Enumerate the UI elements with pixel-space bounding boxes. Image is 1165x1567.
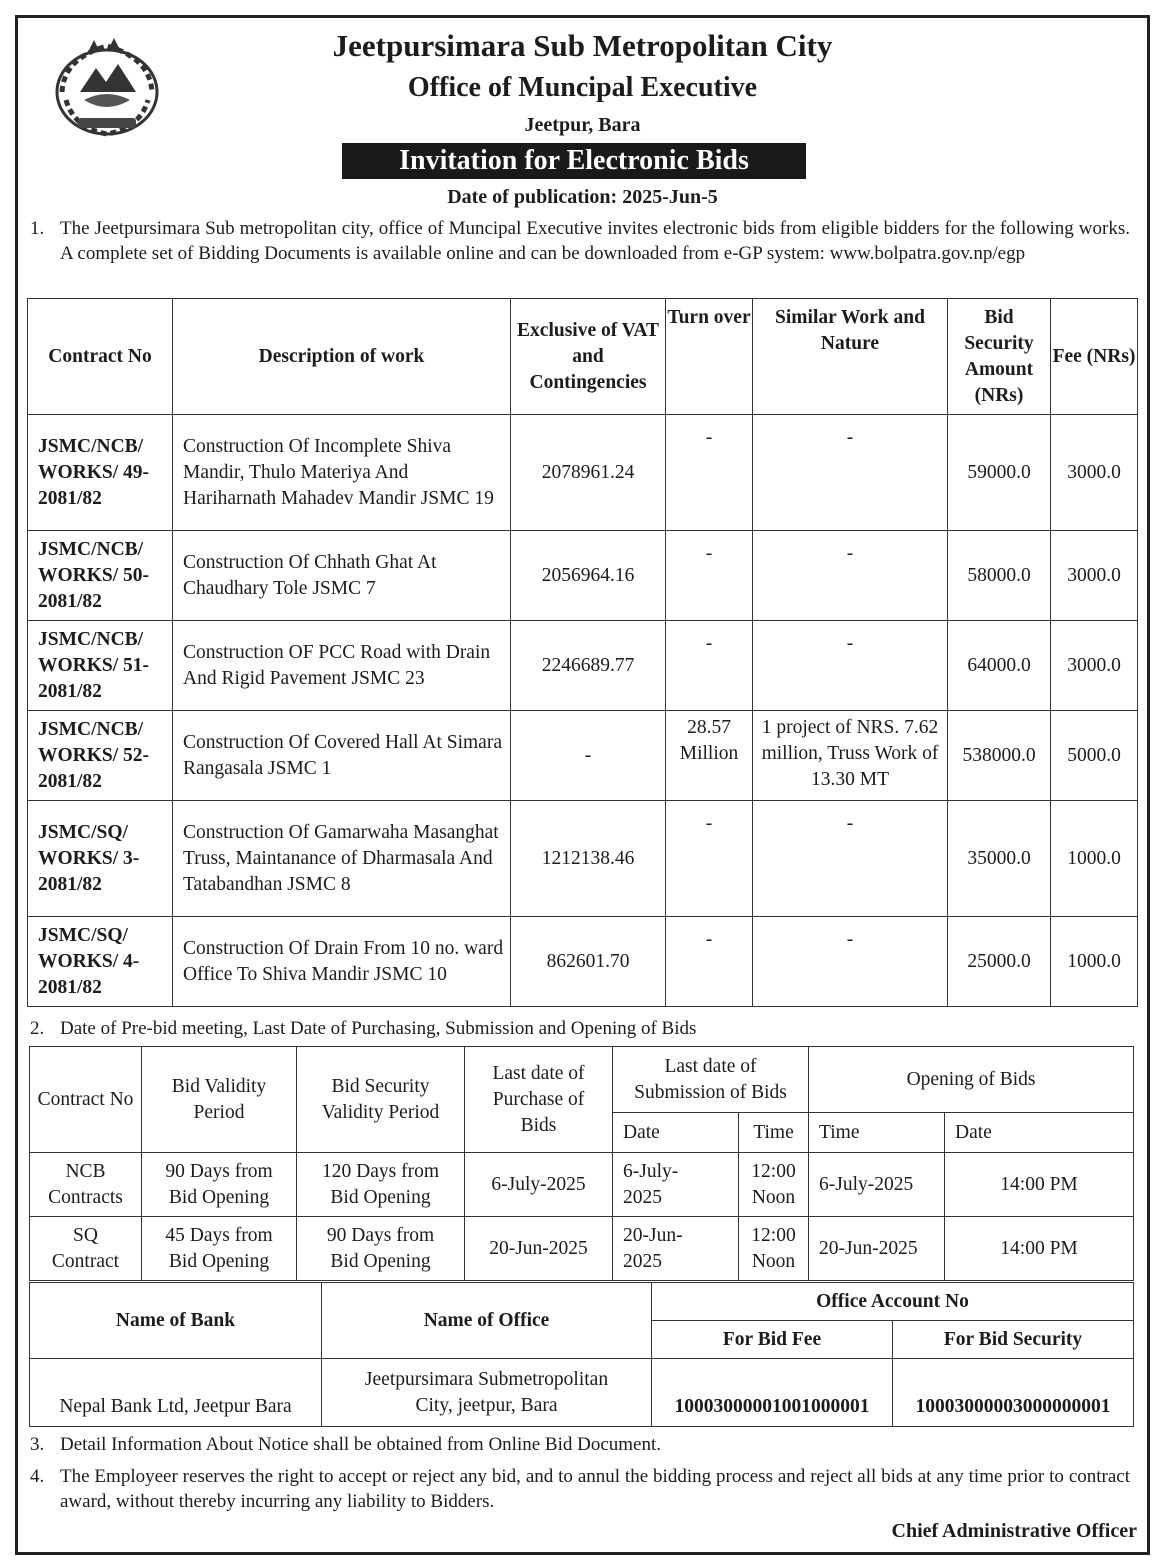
similar-work: - — [753, 917, 948, 1007]
header-contract-no: Contract No — [30, 1047, 142, 1153]
bid-security-account: 10003000003000000001 — [893, 1359, 1134, 1427]
turnover: - — [666, 531, 753, 621]
table-row — [28, 801, 1138, 917]
work-description: Construction Of Chhath Ghat At Chaudhary Tole JSMC 7 — [173, 531, 511, 621]
work-description: Construction OF PCC Road with Drain And Rigid Pavement JSMC 23 — [173, 621, 511, 711]
fee: 1000.0 — [1051, 917, 1138, 1007]
paragraph-1 — [30, 216, 1130, 266]
contract-type: SQ Contract — [30, 1217, 142, 1281]
opening-time: 20-Jun-2025 — [809, 1217, 945, 1281]
submission-date: 6-July-2025 — [613, 1153, 739, 1217]
submission-time: 12:00 Noon — [739, 1153, 809, 1217]
contract-no: JSMC/NCB/ WORKS/ 52-2081/82 — [28, 711, 173, 801]
table-row — [30, 1359, 1134, 1427]
security-validity: 90 Days from Bid Opening — [297, 1217, 465, 1281]
similar-work: - — [753, 531, 948, 621]
dates-header-row — [30, 1047, 1134, 1113]
header-last-submission: Last date of Submission of Bids — [613, 1047, 809, 1113]
table-header-row — [28, 299, 1138, 415]
paragraph-text: Date of Pre-bid meeting, Last Date of Purchasing, Submission and Opening of Bids — [60, 1018, 697, 1039]
similar-work: - — [753, 801, 948, 917]
last-purchase-date: 6-July-2025 — [465, 1153, 613, 1217]
header-submission-time: Time — [739, 1113, 809, 1153]
work-description: Construction Of Covered Hall At Simara Rangasala JSMC 1 — [173, 711, 511, 801]
submission-time: 12:00 Noon — [739, 1217, 809, 1281]
location-subtitle: Jeetpur, Bara — [524, 114, 641, 136]
work-description: Construction Of Drain From 10 no. ward Office To Shiva Mandir JSMC 10 — [173, 917, 511, 1007]
bid-security: 25000.0 — [948, 917, 1051, 1007]
table-row — [28, 917, 1138, 1007]
fee: 1000.0 — [1051, 801, 1138, 917]
submission-date: 20-Jun-2025 — [613, 1217, 739, 1281]
contract-no: JSMC/SQ/ WORKS/ 4-2081/82 — [28, 917, 173, 1007]
header-opening-date: Date — [945, 1113, 1134, 1153]
turnover: - — [666, 917, 753, 1007]
table-row — [28, 415, 1138, 531]
last-purchase-date: 20-Jun-2025 — [465, 1217, 613, 1281]
turnover: - — [666, 801, 753, 917]
publication-date: Date of publication: 2025-Jun-5 — [447, 186, 718, 208]
header-bid-security-account: For Bid Security — [893, 1321, 1134, 1359]
cost: 2246689.77 — [511, 621, 666, 711]
works-table — [27, 298, 1138, 1007]
bid-fee-account: 10003000001001000001 — [652, 1359, 893, 1427]
paragraph-number: 2. — [30, 1018, 45, 1039]
header-cost: Exclusive of VAT and Contingencies — [511, 299, 666, 415]
fee: 3000.0 — [1051, 621, 1138, 711]
contract-no: JSMC/NCB/ WORKS/ 49-2081/82 — [28, 415, 173, 531]
similar-work: 1 project of NRS. 7.62 million, Truss Work of 13.30 MT — [753, 711, 948, 801]
header-similar-work: Similar Work and Nature — [753, 299, 948, 415]
opening-date: 14:00 PM — [945, 1153, 1134, 1217]
table-row — [30, 1217, 1134, 1281]
contract-no: JSMC/NCB/ WORKS/ 50-2081/82 — [28, 531, 173, 621]
fee: 3000.0 — [1051, 415, 1138, 531]
table-row — [28, 621, 1138, 711]
signatory-title: Chief Administrative Officer — [891, 1520, 1137, 1542]
turnover: - — [666, 621, 753, 711]
bid-validity: 45 Days from Bid Opening — [142, 1217, 297, 1281]
bid-validity: 90 Days from Bid Opening — [142, 1153, 297, 1217]
bid-security: 59000.0 — [948, 415, 1051, 531]
header-submission-date: Date — [613, 1113, 739, 1153]
header-contract-no: Contract No — [28, 299, 173, 415]
header-bid-fee-account: For Bid Fee — [652, 1321, 893, 1359]
paragraph-text: The Employeer reserves the right to accept or reject any bid, and to annul the bidding process and reject all bids at any time prior to contract award, without thereby incurring any liability to Bidders. — [60, 1466, 1130, 1512]
fee: 3000.0 — [1051, 531, 1138, 621]
cost: 1212138.46 — [511, 801, 666, 917]
office-name: Jeetpursimara Submetropolitan City, jeetpur, Bara — [322, 1359, 652, 1427]
paragraph-number: 3. — [30, 1434, 45, 1455]
work-description: Construction Of Incomplete Shiva Mandir, Thulo Materiya And Hariharnath Mahadev Mandir JSMC 19 — [173, 415, 511, 531]
header-opening-time: Time — [809, 1113, 945, 1153]
paragraph-number: 4. — [30, 1466, 45, 1487]
contract-no: JSMC/SQ/ WORKS/ 3-2081/82 — [28, 801, 173, 917]
header-turnover: Turn over — [666, 299, 753, 415]
office-title: Office of Muncipal Executive — [407, 72, 758, 103]
header-opening: Opening of Bids — [809, 1047, 1134, 1113]
header-last-purchase: Last date of Purchase of Bids — [465, 1047, 613, 1153]
paragraph-text: Detail Information About Notice shall be obtained from Online Bid Document. — [60, 1434, 662, 1455]
bank-table — [29, 1282, 1134, 1427]
header-office-name: Name of Office — [322, 1283, 652, 1359]
city-title: Jeetpursimara Sub Metropolitan City — [332, 28, 833, 63]
cost: 2078961.24 — [511, 415, 666, 531]
bid-security: 35000.0 — [948, 801, 1051, 917]
header-bid-security: Bid Security Amount (NRs) — [948, 299, 1051, 415]
header-security-validity: Bid Security Validity Period — [297, 1047, 465, 1153]
bank-header-row — [30, 1283, 1134, 1321]
similar-work: - — [753, 621, 948, 711]
header-description: Description of work — [173, 299, 511, 415]
header-account-no: Office Account No — [652, 1283, 1134, 1321]
paragraph-4 — [30, 1464, 1130, 1514]
cost: 2056964.16 — [511, 531, 666, 621]
contract-type: NCB Contracts — [30, 1153, 142, 1217]
notice-banner: Invitation for Electronic Bids — [342, 143, 806, 179]
table-row — [28, 711, 1138, 801]
table-row — [28, 531, 1138, 621]
table-row — [30, 1153, 1134, 1217]
security-validity: 120 Days from Bid Opening — [297, 1153, 465, 1217]
similar-work: - — [753, 415, 948, 531]
contract-no: JSMC/NCB/ WORKS/ 51-2081/82 — [28, 621, 173, 711]
bid-security: 58000.0 — [948, 531, 1051, 621]
bank-name: Nepal Bank Ltd, Jeetpur Bara — [30, 1359, 322, 1427]
cost: 862601.70 — [511, 917, 666, 1007]
dates-table — [29, 1046, 1134, 1281]
cost: - — [511, 711, 666, 801]
fee: 5000.0 — [1051, 711, 1138, 801]
turnover: - — [666, 415, 753, 531]
bid-security: 538000.0 — [948, 711, 1051, 801]
header-fee: Fee (NRs) — [1051, 299, 1138, 415]
paragraph-2 — [30, 1016, 1130, 1041]
paragraph-number: 1. — [30, 218, 45, 239]
header-bid-validity: Bid Validity Period — [142, 1047, 297, 1153]
turnover: 28.57 Million — [666, 711, 753, 801]
opening-time: 6-July-2025 — [809, 1153, 945, 1217]
bid-security: 64000.0 — [948, 621, 1051, 711]
header-bank-name: Name of Bank — [30, 1283, 322, 1359]
paragraph-3 — [30, 1432, 1130, 1457]
opening-date: 14:00 PM — [945, 1217, 1134, 1281]
work-description: Construction Of Gamarwaha Masanghat Truss, Maintanance of Dharmasala And Tatabandhan JSMC 8 — [173, 801, 511, 917]
paragraph-text: The Jeetpursimara Sub metropolitan city, office of Muncipal Executive invites electronic bids from eligible bidders for the following works. A complete set of Bidding Documents is available online and can be downloaded from e-GP system: www.bolpatra.gov.np/egp — [60, 218, 1130, 264]
